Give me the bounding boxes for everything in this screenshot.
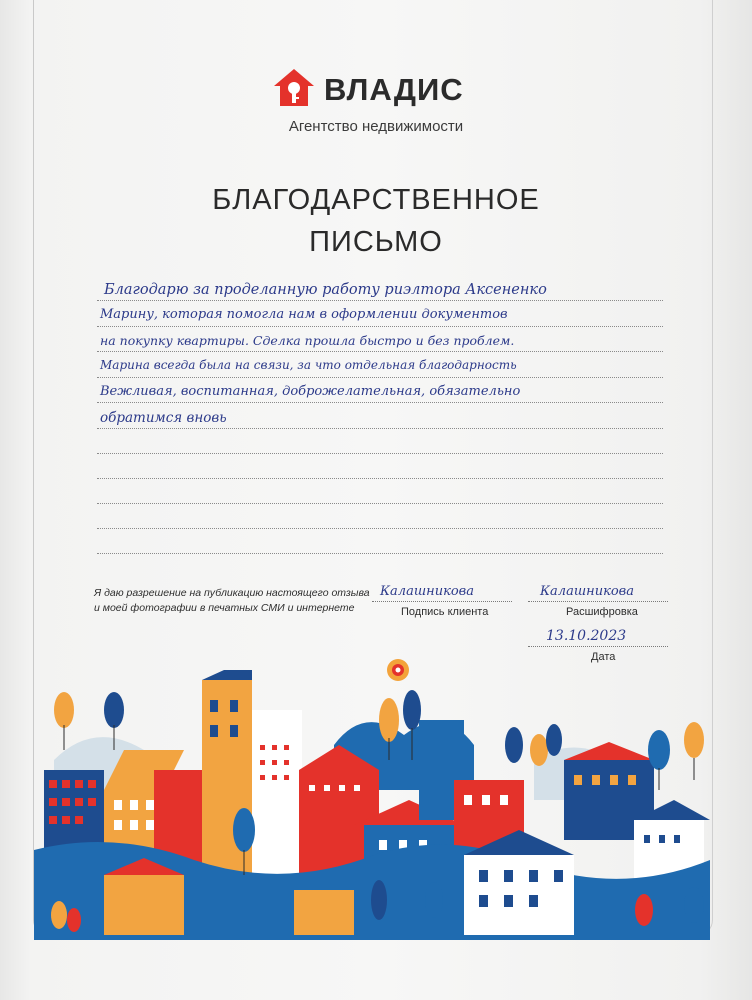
handwritten-line: Вежливая, воспитанная, доброжелательная, обязательно (100, 384, 521, 399)
date-caption: Дата (591, 651, 616, 663)
letter-title-line1: БЛАГОДАРСТВЕННОЕ (212, 184, 540, 216)
writing-line (97, 377, 663, 378)
city-illustration (34, 650, 710, 940)
consent-line: Я даю разрешение на публикацию настоящего отзыва (94, 587, 370, 599)
handwritten-line: Благодарю за проделанную работу риэлтора Аксененко (104, 282, 547, 298)
handwritten-line: на покупку квартиры. Сделка прошла быстро и без проблем. (100, 333, 515, 348)
writing-line (97, 402, 663, 403)
writing-line (97, 428, 663, 429)
brand-logo (272, 66, 512, 112)
writing-line (97, 528, 663, 529)
decoding-caption: Расшифровка (566, 606, 638, 618)
brand-tagline: Агентство недвижимости (288, 118, 464, 135)
signature-caption: Подпись клиента (401, 606, 489, 618)
writing-line (97, 453, 663, 454)
consent-line: и моей фотографии в печатных СМИ и интернете (94, 602, 355, 614)
writing-line (97, 300, 663, 301)
writing-line (97, 553, 663, 554)
signature-line (372, 601, 512, 602)
letter-title-line2: ПИСЬМО (309, 226, 443, 258)
date-value: 13.10.2023 (546, 628, 627, 644)
brand-name: ВЛАДИС (324, 72, 464, 107)
decoding-line (528, 601, 668, 602)
writing-line (97, 478, 663, 479)
handwritten-line: Марина всегда была на связи, за что отдельная благодарность (100, 358, 517, 372)
writing-line (97, 351, 663, 352)
consent-text (94, 586, 370, 616)
client-signature: Калашникова (380, 584, 474, 599)
handwritten-line: обратимся вновь (100, 410, 227, 426)
handwritten-line: Марину, которая помогла нам в оформлении документов (100, 307, 508, 322)
signature-decoding: Калашникова (540, 584, 634, 599)
writing-line (97, 503, 663, 504)
date-line (528, 646, 668, 647)
house-key-icon (272, 66, 316, 110)
writing-line (97, 326, 663, 327)
